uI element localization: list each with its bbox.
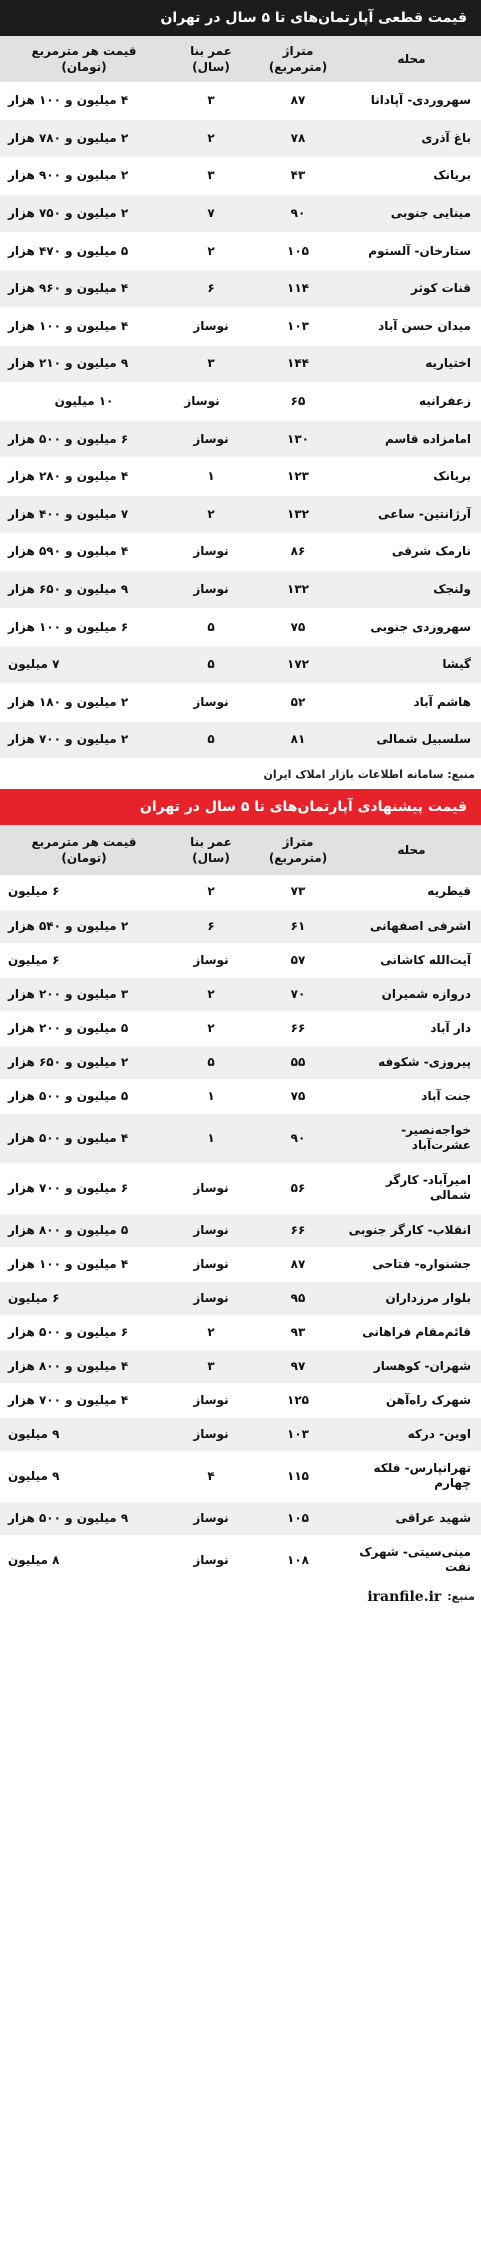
- cell-area: پیروزی- شکوفه: [342, 1045, 481, 1079]
- table2-body: [0, 875, 481, 1585]
- cell-age: ۶: [168, 270, 254, 308]
- cell-area: بریانک: [342, 157, 481, 195]
- table-row: [0, 571, 481, 609]
- cell-age: ۷: [168, 195, 254, 233]
- cell-price: ۹ میلیون: [0, 1417, 168, 1451]
- table2-title: قیمت پیشنهادی آپارتمان‌های تا ۵ سال در تهران: [0, 789, 481, 825]
- table-row: [0, 646, 481, 684]
- table-row: [0, 420, 481, 458]
- cell-size: ۷۵: [254, 1079, 342, 1113]
- table-row: [0, 1349, 481, 1383]
- table-row: [0, 875, 481, 909]
- cell-price: ۷ میلیون: [0, 646, 168, 684]
- cell-age: ۲: [168, 875, 254, 909]
- cell-area: امیرآباد- کارگر شمالی: [342, 1163, 481, 1213]
- table-row: [0, 1501, 481, 1535]
- cell-price: ۴ میلیون و ۱۰۰ هزار: [0, 1247, 168, 1281]
- cell-age: ۲: [168, 496, 254, 534]
- cell-area: آرژانتین- ساعی: [342, 496, 481, 534]
- cell-age: ۳: [168, 82, 254, 120]
- table-row: [0, 345, 481, 383]
- table-row: [0, 1383, 481, 1417]
- cell-age: ۴: [168, 1451, 254, 1501]
- cell-area: گیشا: [342, 646, 481, 684]
- table-row: [0, 458, 481, 496]
- cell-price: ۴ میلیون و ۱۰۰ هزار: [0, 82, 168, 120]
- header-age: عمر بنا (سال): [168, 36, 254, 82]
- table-row: [0, 721, 481, 759]
- cell-price: ۷ میلیون و ۴۰۰ هزار: [0, 496, 168, 534]
- cell-age: نوساز: [168, 571, 254, 609]
- cell-size: ۱۳۰: [254, 420, 342, 458]
- table-row: [0, 1281, 481, 1315]
- table-row: [0, 82, 481, 120]
- cell-size: ۱۰۳: [254, 308, 342, 346]
- table-row: [0, 1011, 481, 1045]
- cell-size: ۶۵: [254, 383, 342, 421]
- cell-age: نوساز: [168, 1535, 254, 1585]
- cell-age: ۵: [168, 1045, 254, 1079]
- cell-price: ۱۰ میلیون: [54, 394, 114, 409]
- cell-area: نارمک شرقی: [342, 533, 481, 571]
- table-row: [0, 684, 481, 722]
- cell-price: ۲ میلیون و ۵۴۰ هزار: [0, 909, 168, 943]
- cell-price: ۲ میلیون و ۱۸۰ هزار: [0, 684, 168, 722]
- cell-price: ۶ میلیون: [0, 875, 168, 909]
- cell-size: ۹۰: [254, 1113, 342, 1163]
- cell-age: ۵: [168, 608, 254, 646]
- table-row: [0, 120, 481, 158]
- table-row: [0, 977, 481, 1011]
- table-row: [0, 943, 481, 977]
- cell-size: ۶۶: [254, 1011, 342, 1045]
- cell-age: ۱: [168, 1079, 254, 1113]
- table-row: [0, 533, 481, 571]
- cell-price: ۵ میلیون و ۵۰۰ هزار: [0, 1079, 168, 1113]
- cell-size: ۵۲: [254, 684, 342, 722]
- cell-price: ۶ میلیون: [0, 943, 168, 977]
- cell-age: نوساز: [168, 420, 254, 458]
- cell-price: ۴ میلیون و ۵۹۰ هزار: [0, 533, 168, 571]
- cell-price: ۳ میلیون و ۲۰۰ هزار: [0, 977, 168, 1011]
- cell-area: باغ آذری: [342, 120, 481, 158]
- header-area: محله: [342, 36, 481, 82]
- table-row: [0, 1535, 481, 1585]
- cell-size: ۷۵: [254, 608, 342, 646]
- cell-age: نوساز: [168, 1281, 254, 1315]
- cell-age: نوساز: [168, 533, 254, 571]
- table-row: [0, 270, 481, 308]
- table1-title: قیمت قطعی آپارتمان‌های تا ۵ سال در تهران: [0, 0, 481, 36]
- cell-area: بریانک: [342, 458, 481, 496]
- cell-size: ۸۷: [254, 82, 342, 120]
- cell-size: ۷۰: [254, 977, 342, 1011]
- cell-size: ۱۲۵: [254, 1383, 342, 1417]
- cell-age: نوساز: [168, 1417, 254, 1451]
- cell-area: قنات کوثر: [342, 270, 481, 308]
- header-age: عمر بنا (سال): [168, 825, 254, 875]
- cell-area: قائم‌مقام فراهانی: [342, 1315, 481, 1349]
- cell-size: ۸۱: [254, 721, 342, 759]
- table-row: [0, 496, 481, 534]
- table-row: [0, 909, 481, 943]
- table-row: [0, 1113, 481, 1163]
- cell-age: نوساز: [168, 1383, 254, 1417]
- cell-price: ۶ میلیون و ۵۰۰ هزار: [0, 420, 168, 458]
- cell-area: شهرک راه‌آهن: [342, 1383, 481, 1417]
- table-row: [0, 1247, 481, 1281]
- cell-age: ۲: [168, 977, 254, 1011]
- cell-price: ۹ میلیون: [0, 1451, 168, 1501]
- cell-area: خواجه‌نصیر- عشرت‌آباد: [342, 1113, 481, 1163]
- cell-area: مینی‌سیتی- شهرک نفت: [342, 1535, 481, 1585]
- cell-age: نوساز: [184, 394, 220, 409]
- table1-source: منبع: سامانه اطلاعات بازار املاک ایران: [0, 759, 481, 789]
- cell-age: ۶: [168, 909, 254, 943]
- cell-area: سلسبیل شمالی: [342, 721, 481, 759]
- table-row: [0, 1079, 481, 1113]
- table-row: [0, 1417, 481, 1451]
- cell-size: ۸۶: [254, 533, 342, 571]
- section-offered-prices: [0, 789, 481, 1608]
- header-size: متراژ (مترمربع): [254, 36, 342, 82]
- cell-size: ۱۷۲: [254, 646, 342, 684]
- cell-area: اشرفی اصفهانی: [342, 909, 481, 943]
- cell-size: ۹۰: [254, 195, 342, 233]
- table1-body: [0, 82, 481, 759]
- cell-size: ۴۳: [254, 157, 342, 195]
- table-row: [0, 1163, 481, 1213]
- cell-size: ۷۳: [254, 875, 342, 909]
- cell-price: ۴ میلیون و ۹۶۰ هزار: [0, 270, 168, 308]
- cell-price: ۹ میلیون و ۲۱۰ هزار: [0, 345, 168, 383]
- table-row: [0, 232, 481, 270]
- cell-size: ۱۲۳: [254, 458, 342, 496]
- table-row: [0, 308, 481, 346]
- cell-area: مینایی جنوبی: [342, 195, 481, 233]
- cell-age: نوساز: [168, 1501, 254, 1535]
- table-row: [0, 1315, 481, 1349]
- table2-source-line: [0, 1586, 481, 1608]
- cell-price: ۹ میلیون و ۶۵۰ هزار: [0, 571, 168, 609]
- cell-area: انقلاب- کارگر جنوبی: [342, 1213, 481, 1247]
- cell-area: جشنواره- فتاحی: [342, 1247, 481, 1281]
- cell-size: ۷۸: [254, 120, 342, 158]
- cell-size: ۱۴۴: [254, 345, 342, 383]
- table-row: [0, 1451, 481, 1501]
- cell-age: نوساز: [168, 943, 254, 977]
- cell-size: ۱۰۵: [254, 232, 342, 270]
- cell-size: ۶۶: [254, 1213, 342, 1247]
- cell-size: ۱۰۸: [254, 1535, 342, 1585]
- header-price: قیمت هر مترمربع (تومان): [0, 36, 168, 82]
- cell-area: ستارخان- آلستوم: [342, 232, 481, 270]
- cell-area: سهروردی- آپادانا: [342, 82, 481, 120]
- cell-area: بلوار مرزداران: [342, 1281, 481, 1315]
- cell-age: نوساز: [168, 308, 254, 346]
- cell-price: ۲ میلیون و ۷۰۰ هزار: [0, 721, 168, 759]
- cell-area: شهران- کوهسار: [342, 1349, 481, 1383]
- cell-size: ۹۷: [254, 1349, 342, 1383]
- header-area: محله: [342, 825, 481, 875]
- cell-size: ۱۱۵: [254, 1451, 342, 1501]
- cell-size: ۱۰۳: [254, 1417, 342, 1451]
- table-row: [0, 608, 481, 646]
- cell-area: شهید عراقی: [342, 1501, 481, 1535]
- cell-size: ۱۱۴: [254, 270, 342, 308]
- cell-age: نوساز: [168, 684, 254, 722]
- cell-price: ۲ میلیون و ۷۸۰ هزار: [0, 120, 168, 158]
- cell-area: اختیاریه: [342, 345, 481, 383]
- cell-price: ۴ میلیون و ۸۰۰ هزار: [0, 1349, 168, 1383]
- cell-area: ولنجک: [342, 571, 481, 609]
- table-row: [0, 195, 481, 233]
- section-final-prices: [0, 0, 481, 789]
- cell-age: ۱: [168, 1113, 254, 1163]
- cell-price: ۲ میلیون و ۷۵۰ هزار: [0, 195, 168, 233]
- cell-price: ۹ میلیون و ۵۰۰ هزار: [0, 1501, 168, 1535]
- table1: [0, 36, 481, 759]
- cell-size: ۵۶: [254, 1163, 342, 1213]
- table-row: [0, 1045, 481, 1079]
- cell-area: امامزاده قاسم: [342, 420, 481, 458]
- cell-age: ۳: [168, 157, 254, 195]
- cell-price: ۲ میلیون و ۶۵۰ هزار: [0, 1045, 168, 1079]
- cell-age: ۲: [168, 120, 254, 158]
- cell-age: ۵: [168, 646, 254, 684]
- header-size: متراژ (مترمربع): [254, 825, 342, 875]
- cell-area: دروازه شمیران: [342, 977, 481, 1011]
- cell-size: ۱۳۲: [254, 571, 342, 609]
- cell-age: نوساز: [168, 1163, 254, 1213]
- cell-area: قیطریه: [342, 875, 481, 909]
- cell-size: ۹۳: [254, 1315, 342, 1349]
- cell-size: ۱۰۵: [254, 1501, 342, 1535]
- cell-size: ۹۵: [254, 1281, 342, 1315]
- cell-size: ۶۱: [254, 909, 342, 943]
- cell-price: ۴ میلیون و ۱۰۰ هزار: [0, 308, 168, 346]
- cell-age: ۵: [168, 721, 254, 759]
- cell-price: ۲ میلیون و ۹۰۰ هزار: [0, 157, 168, 195]
- table2-source: منبع:: [447, 1590, 475, 1604]
- table-row: [0, 1213, 481, 1247]
- cell-price: ۵ میلیون و ۲۰۰ هزار: [0, 1011, 168, 1045]
- cell-area: زعفرانیه: [342, 383, 481, 421]
- cell-area: تهرانپارس- فلکه چهارم: [342, 1451, 481, 1501]
- cell-area: جنت آباد: [342, 1079, 481, 1113]
- cell-area: اوین- درکه: [342, 1417, 481, 1451]
- cell-area: سهروردی جنوبی: [342, 608, 481, 646]
- cell-price: ۵ میلیون و ۴۷۰ هزار: [0, 232, 168, 270]
- cell-price: ۶ میلیون و ۵۰۰ هزار: [0, 1315, 168, 1349]
- cell-size: ۵۵: [254, 1045, 342, 1079]
- cell-price: ۶ میلیون: [0, 1281, 168, 1315]
- cell-age-price: [0, 383, 254, 421]
- table2: [0, 825, 481, 1586]
- cell-age: نوساز: [168, 1213, 254, 1247]
- cell-price: ۸ میلیون: [0, 1535, 168, 1585]
- cell-price: ۴ میلیون و ۲۸۰ هزار: [0, 458, 168, 496]
- cell-price: ۴ میلیون و ۵۰۰ هزار: [0, 1113, 168, 1163]
- cell-area: آیت‌الله کاشانی: [342, 943, 481, 977]
- site-logo: iranfile.ir: [367, 1588, 442, 1605]
- cell-area: میدان حسن آباد: [342, 308, 481, 346]
- table-row: [0, 157, 481, 195]
- table-row: [0, 383, 481, 421]
- cell-age: ۱: [168, 458, 254, 496]
- cell-age: نوساز: [168, 1247, 254, 1281]
- cell-price: ۵ میلیون و ۸۰۰ هزار: [0, 1213, 168, 1247]
- cell-size: ۸۷: [254, 1247, 342, 1281]
- cell-age: ۳: [168, 1349, 254, 1383]
- cell-area: دار آباد: [342, 1011, 481, 1045]
- cell-size: ۱۳۲: [254, 496, 342, 534]
- cell-price: ۶ میلیون و ۱۰۰ هزار: [0, 608, 168, 646]
- cell-price: ۶ میلیون و ۷۰۰ هزار: [0, 1163, 168, 1213]
- cell-area: هاشم آباد: [342, 684, 481, 722]
- header-price: قیمت هر مترمربع (تومان): [0, 825, 168, 875]
- cell-size: ۵۷: [254, 943, 342, 977]
- cell-price: ۴ میلیون و ۷۰۰ هزار: [0, 1383, 168, 1417]
- cell-age: ۲: [168, 232, 254, 270]
- cell-age: ۲: [168, 1315, 254, 1349]
- cell-age: ۲: [168, 1011, 254, 1045]
- cell-age: ۳: [168, 345, 254, 383]
